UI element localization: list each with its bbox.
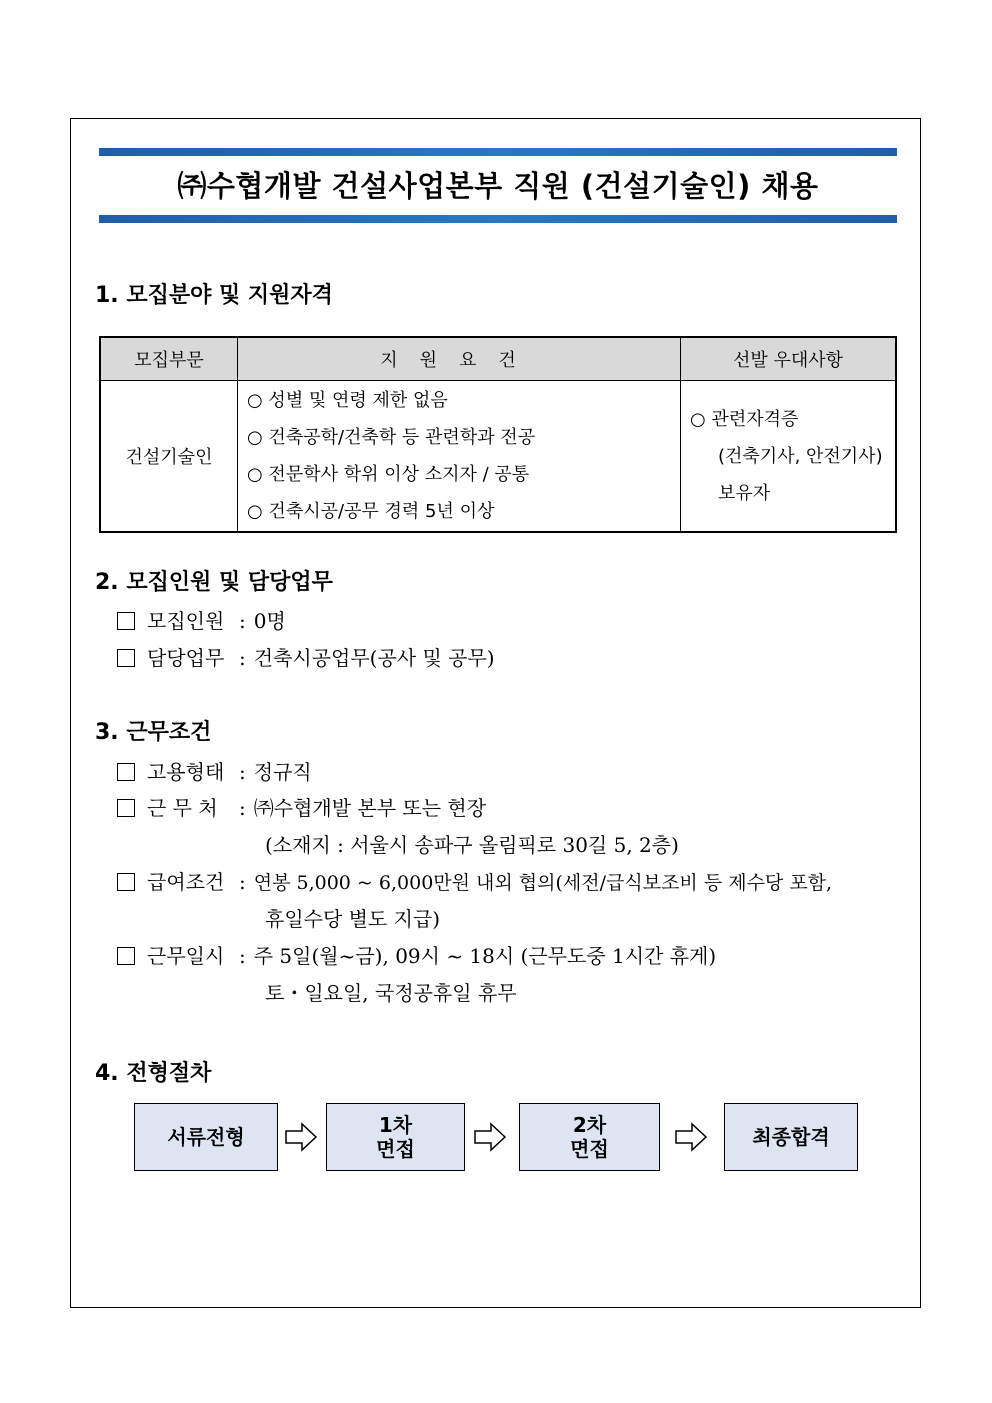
checkbox-square-icon [117,799,135,817]
requirement-item: ○ 건축시공/공무 경력 5년 이상 [247,501,495,522]
item-label: 고용형태 [147,760,225,784]
item-value: 건축시공업무(공사 및 공무) [253,646,495,670]
item-continuation: (소재지 : 서울시 송파구 올림픽로 30길 5, 2층) [265,833,679,857]
list-item [117,605,286,634]
section1-heading: 1. 모집분야 및 지원자격 [95,283,333,308]
step-label: 면접 [570,1137,609,1161]
title-bar-bottom [99,215,897,223]
item-value: 정규직 [253,760,312,784]
list-item [117,792,486,821]
item-label: 담당업무 [147,646,225,670]
table-header-row [100,337,896,381]
preference-item: ○ 관련자격증 [690,408,799,430]
requirement-item: ○ 전문학사 학위 이상 소지자 / 공통 [247,464,530,485]
item-value: 연봉 5,000 ~ 6,000만원 내외 협의(세전/급식보조비 등 제수당 포함, [253,872,833,894]
requirements-cell [238,381,681,533]
item-label: 근무일시 [147,944,225,968]
step-label: 면접 [376,1137,415,1161]
checkbox-square-icon [117,612,135,630]
checkbox-square-icon [117,763,135,781]
item-label: 모집인원 [147,609,225,633]
table-row [100,381,896,533]
step-label: 2차 [572,1113,607,1137]
item-continuation: 토・일요일, 국정공휴일 휴무 [265,981,517,1005]
arrow-right-icon [284,1120,318,1154]
arrow-right-icon [473,1120,507,1154]
header-category: 모집부문 [100,337,238,381]
item-label: 근 무 처 [147,796,218,820]
section4-heading: 4. 전형절차 [95,1061,212,1086]
item-label: 급여조건 [147,870,225,894]
item-colon: : [239,760,246,784]
page-title: ㈜수협개발 건설사업본부 직원 (건설기술인) 채용 [177,169,819,203]
header-requirements: 지원요건 [238,337,681,381]
item-value: 주 5일(월~금), 09시 ~ 18시 (근무도중 1시간 휴게) [253,944,717,968]
title-bar-top [99,148,897,156]
item-colon: : [239,796,246,820]
item-value: 0명 [253,609,286,633]
arrow-right-icon [674,1120,708,1154]
list-item [117,756,312,785]
preference-item: 보유자 [718,482,771,504]
checkbox-square-icon [117,947,135,965]
item-continuation: 휴일수당 별도 지급) [265,907,441,931]
step-label: 서류전형 [167,1125,245,1149]
requirement-item: ○ 성별 및 연령 제한 없음 [247,390,448,411]
requirement-item: ○ 건축공학/건축학 등 관련학과 전공 [247,427,536,448]
section3-heading: 3. 근무조건 [95,720,212,745]
preference-item: (건축기사, 안전기사) [718,445,883,467]
checkbox-square-icon [117,873,135,891]
step-final-acceptance [724,1103,858,1171]
item-colon: : [239,646,246,670]
item-colon: : [239,870,246,894]
item-colon: : [239,609,246,633]
item-value: ㈜수협개발 본부 또는 현장 [253,796,487,820]
step-document-screening [134,1103,278,1171]
list-item [117,642,495,671]
preferences-cell [681,381,897,533]
step-label: 최종합격 [752,1125,830,1149]
checkbox-square-icon [117,649,135,667]
section2-heading: 2. 모집인원 및 담당업무 [95,570,333,595]
step-label: 1차 [378,1113,413,1137]
item-colon: : [239,944,246,968]
header-preferences: 선발 우대사항 [681,337,897,381]
step-second-interview [519,1103,660,1171]
requirements-table [99,336,897,533]
list-item [117,940,716,969]
category-cell: 건설기술인 [100,381,238,533]
list-item [117,866,832,895]
step-first-interview [326,1103,465,1171]
